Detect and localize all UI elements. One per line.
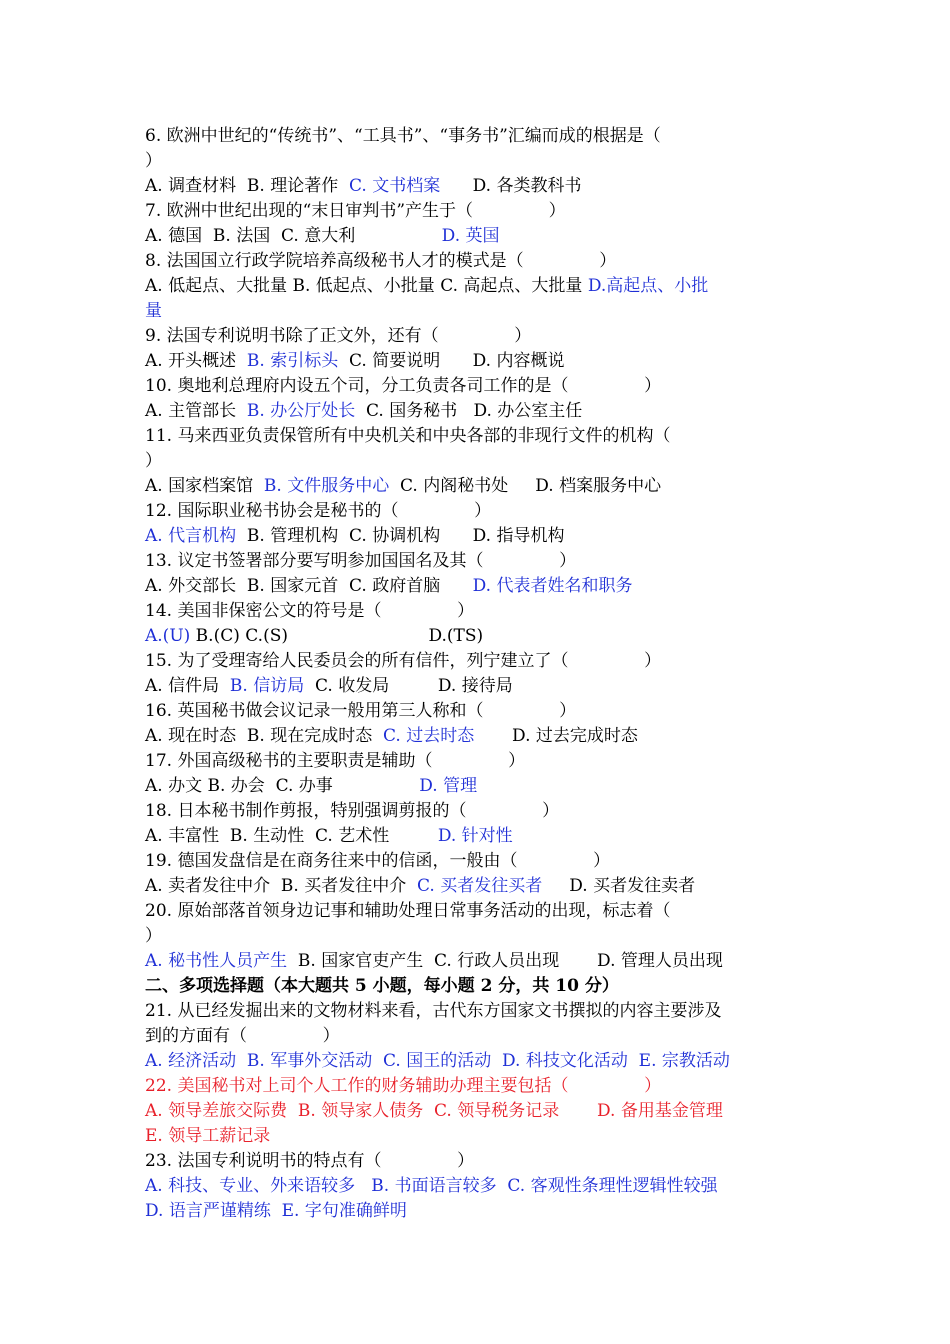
line-segment: D. 过去完成时态 [474, 726, 638, 746]
line-segment: A. 国家档案馆 [145, 476, 264, 496]
text-line: A. 领导差旅交际费 B. 领导家人债务 C. 领导税务记录 D. 备用基金管理 [145, 1101, 723, 1121]
line-segment: A. 主管部长 [145, 401, 247, 421]
text-line: 8. 法国国立行政学院培养高级秘书人才的模式是（ ） [145, 251, 617, 271]
text-line: 23. 法国专利说明书的特点有（ ） [145, 1151, 475, 1171]
line-segment: A. 卖者发往中介 B. 买者发往中介 [145, 876, 417, 896]
text-line: ） [145, 451, 162, 471]
answer-highlight: D. 针对性 [437, 826, 513, 846]
text-line: 17. 外国高级秘书的主要职责是辅助（ ） [145, 751, 526, 771]
answer-highlight: B. 文件服务中心 [263, 476, 390, 496]
text-line: 13. 议定书签署部分要写明参加国国名及其（ ） [145, 551, 577, 571]
line-segment: D. 买者发往卖者 [542, 876, 696, 896]
text-line: 19. 德国发盘信是在商务往来中的信函，一般由（ ） [145, 851, 611, 871]
line-segment: A. 办文 B. 办会 C. 办事 [145, 776, 420, 796]
answer-highlight: C. 过去时态 [383, 726, 475, 746]
text-line: 21. 从已经发掘出来的文物材料来看，古代东方国家文书撰拟的内容主要涉及 [145, 1001, 722, 1021]
text-line: 11. 马来西亚负责保管所有中央机关和中央各部的非现行文件的机构（ [145, 426, 671, 446]
answer-highlight: B. 办公厅处长 [246, 401, 356, 421]
text-line: 7. 欧洲中世纪出现的“末日审判书”产生于（ ） [145, 201, 566, 221]
answer-highlight: C. 买者发往买者 [417, 876, 543, 896]
line-segment: B. 国家官吏产生 C. 行政人员出现 D. 管理人员出现 [287, 951, 723, 971]
text-line [145, 824, 810, 849]
text-line [145, 874, 810, 899]
document-page [145, 124, 810, 1224]
line-segment: A. 低起点、大批量 B. 低起点、小批量 C. 高起点、大批量 [145, 276, 588, 296]
answer-highlight: D. 英国 [441, 226, 500, 246]
line-segment: A. 现在时态 B. 现在完成时态 [145, 726, 383, 746]
answer-highlight: A. 秘书性人员产生 [145, 951, 288, 971]
text-line: 量 [145, 301, 162, 321]
line-segment: A. 开头概述 [145, 351, 247, 371]
text-line: 16. 英国秘书做会议记录一般用第三人称和（ ） [145, 701, 577, 721]
answer-highlight: A.(U) [145, 626, 191, 646]
text-line: 6. 欧洲中世纪的“传统书”、“工具书”、“事务书”汇编而成的根据是（ [145, 126, 661, 146]
text-line [145, 349, 810, 374]
text-line: 18. 日本秘书制作剪报，特别强调剪报的（ ） [145, 801, 560, 821]
answer-highlight: D.高起点、小批 [587, 276, 709, 296]
text-line [145, 174, 810, 199]
text-line: 22. 美国秘书对上司个人工作的财务辅助办理主要包括（ ） [145, 1076, 662, 1096]
line-segment: A. 德国 B. 法国 C. 意大利 [145, 226, 442, 246]
line-segment: A. 丰富性 B. 生动性 C. 艺术性 [145, 826, 438, 846]
text-line [145, 224, 810, 249]
answer-highlight: B. 索引标头 [246, 351, 339, 371]
answer-highlight: C. 文书档案 [349, 176, 441, 196]
text-line [145, 574, 810, 599]
line-segment: A. 调查材料 B. 理论著作 [145, 176, 349, 196]
text-line [145, 774, 810, 799]
line-segment: C. 国务秘书 D. 办公室主任 [355, 401, 583, 421]
text-line: 到的方面有（ ） [145, 1026, 340, 1046]
text-line: 9. 法国专利说明书除了正文外，还有（ ） [145, 326, 532, 346]
text-line: 10. 奥地利总理府内设五个司，分工负责各司工作的是（ ） [145, 376, 662, 396]
text-line [145, 474, 810, 499]
section-heading: 二、多项选择题（本大题共 5 小题，每小题 2 分，共 10 分） [145, 976, 619, 996]
text-line [145, 524, 810, 549]
line-segment: A. 外交部长 B. 国家元首 C. 政府首脑 [145, 576, 473, 596]
text-line [145, 624, 810, 649]
text-line [145, 274, 810, 299]
text-line: 15. 为了受理寄给人民委员会的所有信件，列宁建立了（ ） [145, 651, 662, 671]
line-segment: B.(C) C.(S) D.(TS) [190, 626, 484, 646]
answer-highlight: A. 代言机构 [145, 526, 237, 546]
text-line: A. 经济活动 B. 军事外交活动 C. 国王的活动 D. 科技文化活动 E. 宗教活动 [145, 1051, 730, 1071]
text-line: D. 语言严谨精练 E. 字句准确鲜明 [145, 1201, 407, 1221]
text-line: ） [145, 926, 162, 946]
line-segment: C. 简要说明 D. 内容概说 [338, 351, 565, 371]
line-segment: C. 内阁秘书处 D. 档案服务中心 [389, 476, 662, 496]
text-line [145, 724, 810, 749]
text-line: A. 科技、专业、外来语较多 B. 书面语言较多 C. 客观性条理性逻辑性较强 [145, 1176, 718, 1196]
text-line [145, 674, 810, 699]
text-line [145, 949, 810, 974]
line-segment: C. 收发局 D. 接待局 [304, 676, 513, 696]
line-segment: A. 信件局 [145, 676, 230, 696]
answer-highlight: D. 管理 [419, 776, 478, 796]
text-line: 14. 美国非保密公文的符号是（ ） [145, 601, 475, 621]
text-line: 20. 原始部落首领身边记事和辅助处理日常事务活动的出现，标志着（ [145, 901, 671, 921]
line-segment: B. 管理机构 C. 协调机构 D. 指导机构 [236, 526, 565, 546]
text-line: ） [145, 151, 162, 171]
text-line: E. 领导工薪记录 [145, 1126, 271, 1146]
answer-highlight: D. 代表者姓名和职务 [472, 576, 633, 596]
line-segment: D. 各类教科书 [440, 176, 582, 196]
text-line: 12. 国际职业秘书协会是秘书的（ ） [145, 501, 492, 521]
answer-highlight: B. 信访局 [229, 676, 305, 696]
text-line [145, 399, 810, 424]
